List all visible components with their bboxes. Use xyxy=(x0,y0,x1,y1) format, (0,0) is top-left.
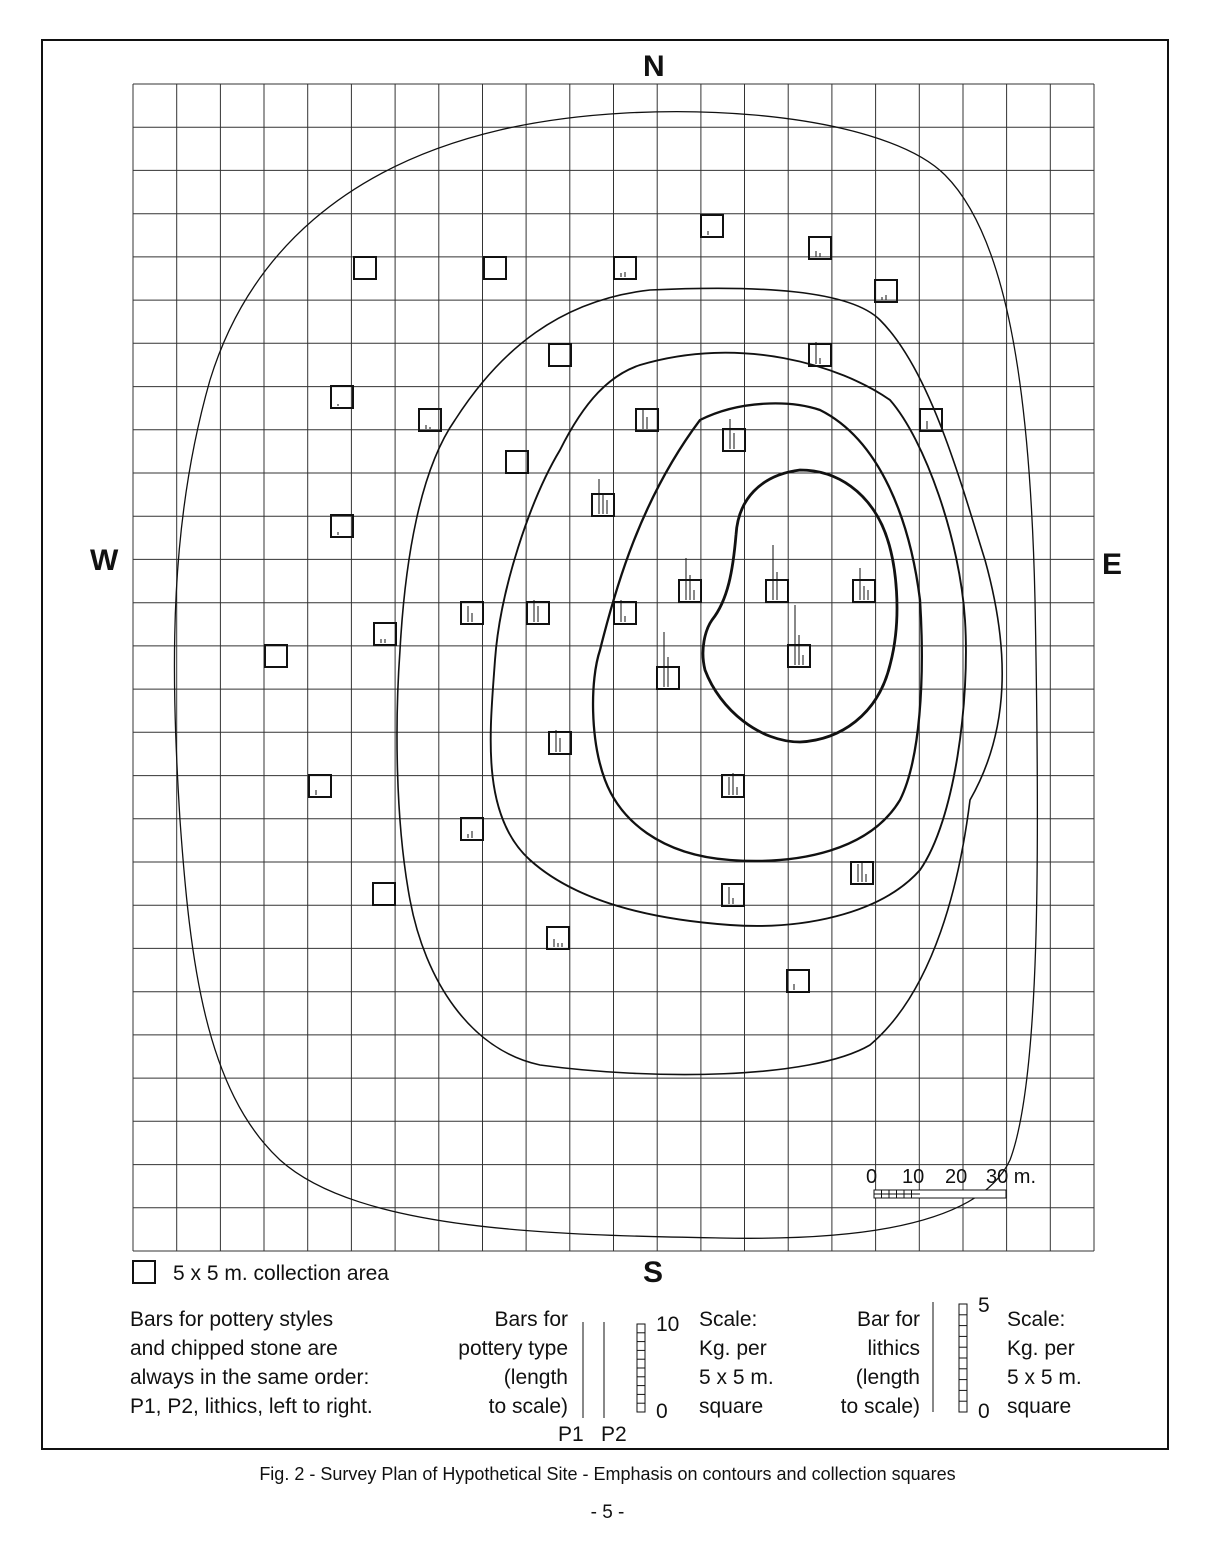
pottery-scale-line-2: Kg. per xyxy=(699,1337,767,1360)
legend-square-label: 5 x 5 m. collection area xyxy=(173,1262,389,1285)
figure-caption: Fig. 2 - Survey Plan of Hypothetical Site - Emphasis on contours and collection squares xyxy=(259,1464,956,1484)
collection-square-23 xyxy=(374,623,396,645)
scale-label-30m: 30 m. xyxy=(986,1166,1037,1188)
pottery-bar-label-p2: P2 xyxy=(601,1423,627,1446)
north-label: N xyxy=(643,50,665,83)
pottery-title-line-2: pottery type xyxy=(458,1337,568,1360)
lithics-title-line-3: (length xyxy=(855,1366,920,1389)
collection-square-6 xyxy=(875,280,897,302)
collection-square-box xyxy=(373,883,395,905)
collection-square-22 xyxy=(853,568,875,602)
collection-square-box xyxy=(354,257,376,279)
order-note-line-2: and chipped stone are xyxy=(130,1337,338,1360)
collection-square-2 xyxy=(809,237,831,259)
collection-square-16 xyxy=(331,515,353,537)
collection-square-20 xyxy=(679,558,701,602)
collection-square-box xyxy=(484,257,506,279)
collection-square-28 xyxy=(309,775,331,797)
scale-label-0: 0 xyxy=(866,1166,878,1188)
scale-label-10: 10 xyxy=(902,1166,925,1188)
collection-square-3 xyxy=(354,257,376,279)
legend-square-icon xyxy=(133,1261,155,1283)
collection-square-27 xyxy=(549,730,571,754)
lithics-title-line-2: lithics xyxy=(867,1337,920,1360)
contour-line-1 xyxy=(174,112,1037,1239)
order-note-line-4: P1, P2, lithics, left to right. xyxy=(130,1395,373,1418)
pottery-scale-line-1: Scale: xyxy=(699,1308,758,1331)
pottery-title-line-4: to scale) xyxy=(488,1395,568,1418)
collection-square-25 xyxy=(788,605,810,667)
collection-square-26 xyxy=(657,632,679,689)
collection-square-29 xyxy=(722,773,744,797)
lithics-max-label: 5 xyxy=(978,1294,990,1317)
collection-square-box xyxy=(265,645,287,667)
pottery-bar-label-p1: P1 xyxy=(558,1423,584,1446)
pottery-min-label: 0 xyxy=(656,1400,668,1423)
collection-square-19 xyxy=(614,600,636,624)
collection-square-box xyxy=(701,215,723,237)
lithics-scale-line-1: Scale: xyxy=(1007,1308,1066,1331)
pottery-title-line-3: (length xyxy=(503,1366,568,1389)
contour-line-5 xyxy=(703,470,897,742)
collection-square-box xyxy=(549,344,571,366)
collection-square-box xyxy=(787,970,809,992)
collection-square-1 xyxy=(701,215,723,237)
collection-square-30 xyxy=(461,818,483,840)
collection-square-10 xyxy=(419,409,441,431)
collection-square-33 xyxy=(722,884,744,906)
lithics-min-label: 0 xyxy=(978,1400,990,1423)
collection-square-box xyxy=(506,451,528,473)
contour-lines xyxy=(174,112,1037,1239)
order-note-line-1: Bars for pottery styles xyxy=(130,1308,334,1331)
collection-square-24 xyxy=(265,645,287,667)
collection-square-5 xyxy=(614,257,636,279)
lithics-scale-line-2: Kg. per xyxy=(1007,1337,1075,1360)
collection-square-8 xyxy=(809,342,831,366)
east-label: E xyxy=(1102,548,1123,581)
pottery-title-line-1: Bars for xyxy=(494,1308,568,1331)
order-note-line-3: always in the same order: xyxy=(130,1366,370,1389)
collection-square-31 xyxy=(851,862,873,884)
collection-square-21 xyxy=(766,545,788,602)
pottery-scale-line-4: square xyxy=(699,1395,764,1418)
lithics-title-line-1: Bar for xyxy=(856,1308,920,1331)
collection-square-box xyxy=(331,386,353,408)
collection-squares xyxy=(265,215,942,992)
west-label: W xyxy=(90,544,119,577)
collection-square-7 xyxy=(549,344,571,366)
collection-square-4 xyxy=(484,257,506,279)
pottery-max-label: 10 xyxy=(656,1313,680,1336)
collection-square-17 xyxy=(461,602,483,624)
contour-line-4 xyxy=(593,403,922,860)
collection-square-box xyxy=(331,515,353,537)
collection-square-15 xyxy=(592,479,614,516)
page-number: - 5 - xyxy=(590,1502,625,1523)
contour-line-2 xyxy=(397,288,1002,1074)
lithics-scale-line-3: 5 x 5 m. xyxy=(1007,1366,1082,1389)
pottery-scale-line-3: 5 x 5 m. xyxy=(699,1366,774,1389)
collection-square-9 xyxy=(331,386,353,408)
scale-label-20: 20 xyxy=(945,1166,968,1188)
collection-square-box xyxy=(309,775,331,797)
collection-square-34 xyxy=(547,927,569,949)
collection-square-35 xyxy=(787,970,809,992)
collection-square-18 xyxy=(527,600,549,624)
south-label: S xyxy=(643,1256,664,1289)
lithics-scale-line-4: square xyxy=(1007,1395,1072,1418)
collection-square-12 xyxy=(723,419,745,451)
collection-square-11 xyxy=(636,409,658,431)
collection-square-32 xyxy=(373,883,395,905)
lithics-title-line-4: to scale) xyxy=(840,1395,920,1418)
collection-square-14 xyxy=(506,451,528,473)
